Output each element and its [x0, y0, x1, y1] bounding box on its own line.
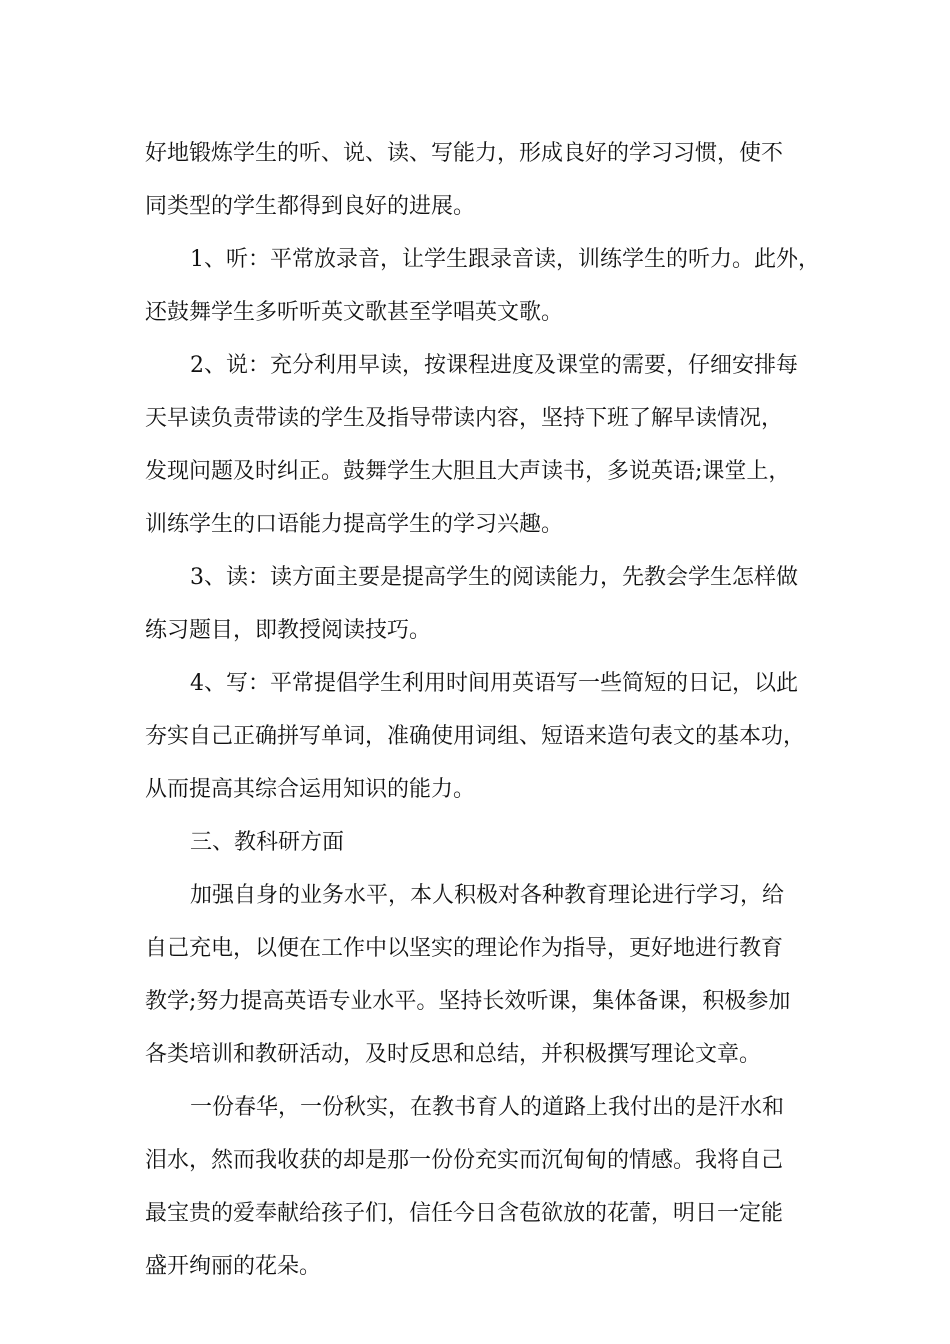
text-line: 盛开绚丽的花朵。 [145, 1254, 322, 1279]
text-line: 最宝贵的爱奉献给孩子们，信任今日含苞欲放的花蕾，明日一定能 [145, 1201, 784, 1226]
text-line: 还鼓舞学生多听听英文歌甚至学唱英文歌。 [145, 300, 564, 325]
text-line: 同类型的学生都得到良好的进展。 [145, 194, 476, 219]
text-line: 天早读负责带读的学生及指导带读内容，坚持下班了解早读情况， [145, 406, 784, 431]
text-line: 自己充电，以便在工作中以坚实的理论作为指导，更好地进行教育 [145, 936, 784, 961]
section-heading: 三、教科研方面 [190, 830, 345, 855]
text-line: 1、听：平常放录音，让学生跟录音读，训练学生的听力。此外， [190, 247, 820, 272]
text-line: 加强自身的业务水平，本人积极对各种教育理论进行学习，给 [190, 883, 785, 908]
text-line: 2、说：充分利用早读，按课程进度及课堂的需要，仔细安排每 [190, 353, 798, 378]
text-line: 4、写：平常提倡学生利用时间用英语写一些简短的日记，以此 [190, 671, 798, 696]
text-line: 夯实自己正确拼写单词，准确使用词组、短语来造句表文的基本功， [145, 724, 806, 749]
text-line: 好地锻炼学生的听、说、读、写能力，形成良好的学习习惯，使不 [145, 141, 784, 166]
text-line: 各类培训和教研活动，及时反思和总结，并积极撰写理论文章。 [145, 1042, 762, 1067]
text-line: 发现问题及时纠正。鼓舞学生大胆且大声读书，多说英语;课堂上， [145, 459, 791, 484]
body-text [145, 127, 835, 1293]
text-line: 从而提高其综合运用知识的能力。 [145, 777, 476, 802]
text-line: 练习题目，即教授阅读技巧。 [145, 618, 432, 643]
text-line: 泪水，然而我收获的却是那一份份充实而沉甸甸的情感。我将自己 [145, 1148, 784, 1173]
text-line: 3、读：读方面主要是提高学生的阅读能力，先教会学生怎样做 [190, 565, 798, 590]
text-line: 教学;努力提高英语专业水平。坚持长效听课，集体备课，积极参加 [145, 989, 791, 1014]
text-line: 一份春华，一份秋实，在教书育人的道路上我付出的是汗水和 [190, 1095, 785, 1120]
text-line: 训练学生的口语能力提高学生的学习兴趣。 [145, 512, 564, 537]
